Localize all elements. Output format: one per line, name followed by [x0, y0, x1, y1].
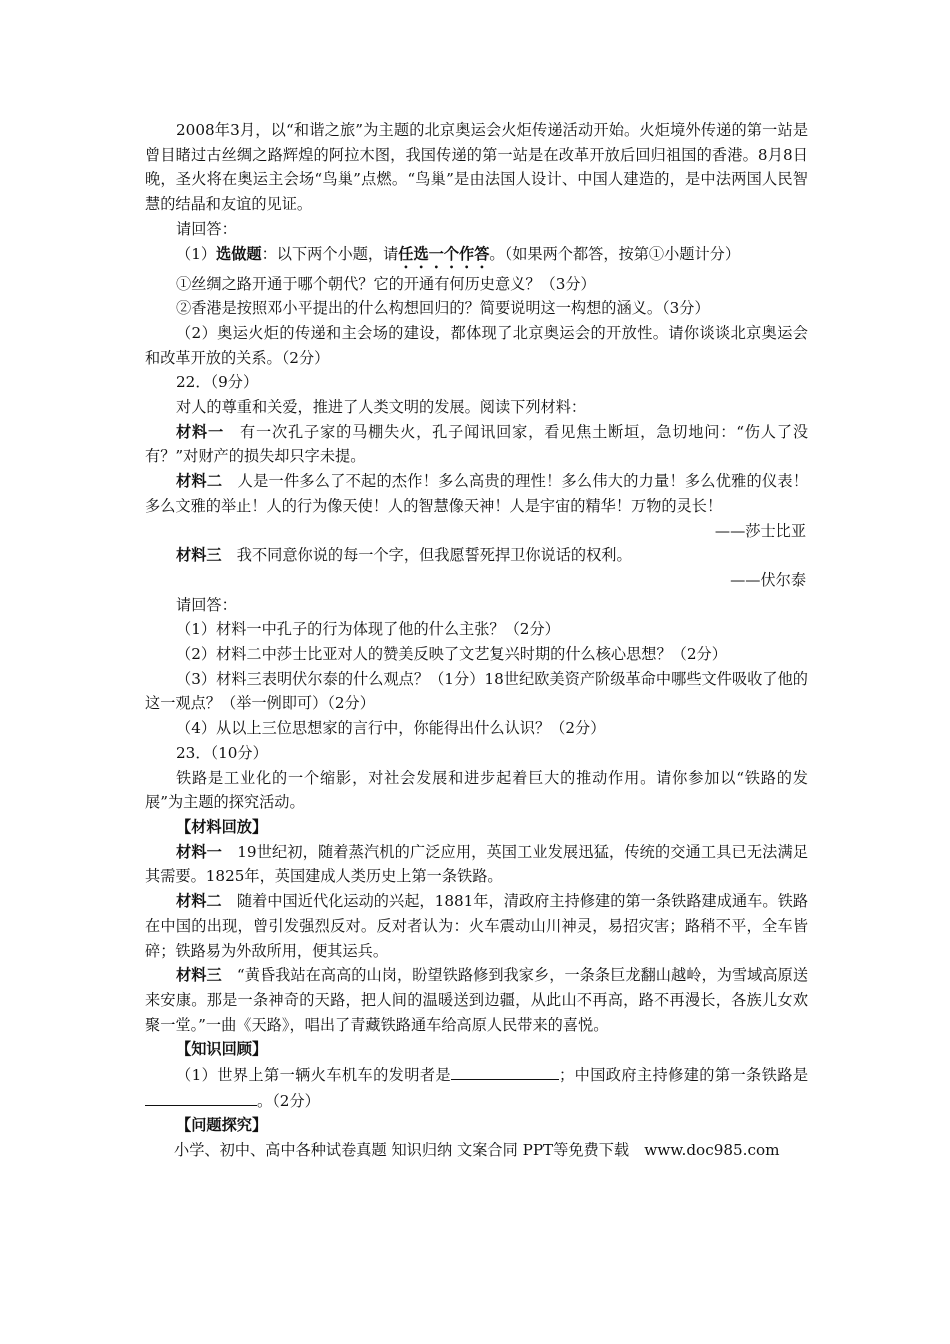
intro-line-1: 2008年3月，以“和谐之旅”为主题的北京奥运会火炬传递活动开始。火炬境外传递	[176, 121, 732, 139]
q22-answer-2: （2）材料二中莎士比亚对人的赞美反映了文艺复兴时期的什么核心思想？（2分）	[176, 645, 727, 664]
q22-intro: 对人的尊重和关爱，推进了人类文明的发展。阅读下列材料：	[176, 398, 587, 417]
q22-material-2: 材料二 人是一件多么了不起的杰作！多么高贵的理性！多么伟大的力量！多么优雅的仪表！多么文雅的举止！人的行为像天使！人的智慧像天神！人是宇宙的精华！万物的灵长！	[145, 472, 809, 515]
q21-question-2: （2）奥运火炬的传递和主会场的建设，都体现了北京奥运会的开放性。请你谈谈北京奥运会和改革开放的关系。（2分）	[145, 323, 808, 367]
section-material-review: 【材料回放】	[176, 817, 268, 836]
q22-answer-3: （3）材料三表明伏尔泰的什么观点？（1分）18世纪欧美资产阶级革命中哪些文件吸收了他的这一观点？（举一例即可）（2分）	[145, 669, 808, 713]
answer-blank-inventor[interactable]	[451, 1062, 559, 1080]
page-footer: 小学、初中、高中各种试卷真题 知识归纳 文案合同 PPT等免费下载 www.doc985.com	[174, 1141, 780, 1160]
material-label: 材料二	[176, 892, 222, 911]
q22-source-shakespeare: ——莎士比亚	[714, 521, 806, 540]
choose-one-emphasis: 任选一个作答	[398, 244, 490, 263]
q22-answer-4: （4）从以上三位思想家的言行中，你能得出什么认识？（2分）	[176, 719, 606, 738]
q22-material-3: 材料三 我不同意你说的每一个字，但我愿誓死捍卫你说话的权利。	[176, 546, 632, 565]
optional-label: 选做题	[216, 244, 262, 263]
intro-rest: 的第一站是曾目睹过古丝绸之路辉煌的阿拉木图，我国传递的第一站是在改革开放后回归祖国的香港。8月8日晚，圣火将在奥运主会场“鸟巢”点燃。“鸟巢”是由法国人设计、中国人建造的，是中法两国人民智慧的结晶和友谊的见证。	[145, 121, 809, 214]
q21-optional-instruction: （1）选做题：以下两个小题，请任选一个作答。（如果两个都答，按第①小题计分）	[176, 244, 741, 263]
material-label: 材料二	[176, 472, 223, 491]
q21-sub-question-2: ②香港是按照邓小平提出的什么构想回归的？简要说明这一构想的涵义。（3分）	[176, 299, 710, 318]
q22-heading: 22．（9分）	[176, 373, 259, 392]
q23-heading: 23．（10分）	[176, 743, 268, 762]
q22-material-1: 材料一 有一次孔子家的马棚失火，孔子闻讯回家，看见焦土断垣，急切地问：“伤人了没有？”对财产的损失却只字未提。	[145, 422, 809, 466]
section-knowledge-review: 【知识回顾】	[176, 1040, 268, 1059]
q22-prompt: 请回答：	[176, 595, 237, 614]
q23-intro: 铁路是工业化的一个缩影，对社会发展和进步起着巨大的推动作用。请你参加以“铁路的发展”为主题的探究活动。	[145, 768, 808, 812]
document-page	[145, 118, 808, 1163]
material-label: 材料一	[176, 842, 222, 861]
q23-material-1: 材料一 19世纪初，随着蒸汽机的广泛应用，英国工业发展迅猛，传统的交通工具已无法满足其需要。1825年，英国建成人类历史上第一条铁路。	[145, 842, 809, 886]
q23-material-2: 材料二 随着中国近代化运动的兴起，1881年，清政府主持修建的第一条铁路建成通车。铁路在中国的出现，曾引发强烈反对。反对者认为：火车震动山川神灵，易招灾害；路稍不平，全车皆碎；铁路易为外敌所用，便其运兵。	[145, 892, 809, 960]
q21-sub-question-1: ①丝绸之路开通于哪个朝代？它的开通有何历史意义？（3分）	[176, 274, 596, 293]
q22-source-voltaire: ——伏尔泰	[730, 570, 806, 589]
q22-answer-1: （1）材料一中孔子的行为体现了他的什么主张？（2分）	[176, 620, 560, 639]
section-problem-inquiry: 【问题探究】	[176, 1116, 268, 1135]
answer-blank-railway[interactable]	[145, 1088, 257, 1106]
material-label: 材料三	[176, 966, 222, 985]
material-label: 材料一	[176, 422, 225, 441]
q23-material-3: 材料三 “黄昏我站在高高的山岗，盼望铁路修到我家乡，一条条巨龙翻山越岭，为雪域高原送来安康。那是一条神奇的天路，把人间的温暖送到边疆，从此山不再高，路不再漫长，各族儿女欢聚一堂。”一曲《天路》，唱出了青藏铁路通车给高原人民带来的喜悦。	[145, 966, 809, 1034]
intro-paragraph	[145, 118, 808, 217]
q21-prompt: 请回答：	[176, 219, 237, 238]
material-label: 材料三	[176, 546, 222, 565]
q23-knowledge-1: （1）世界上第一辆火车机车的发明者是 ；中国政府主持修建的第一条铁路是。（2分）	[145, 1062, 808, 1113]
